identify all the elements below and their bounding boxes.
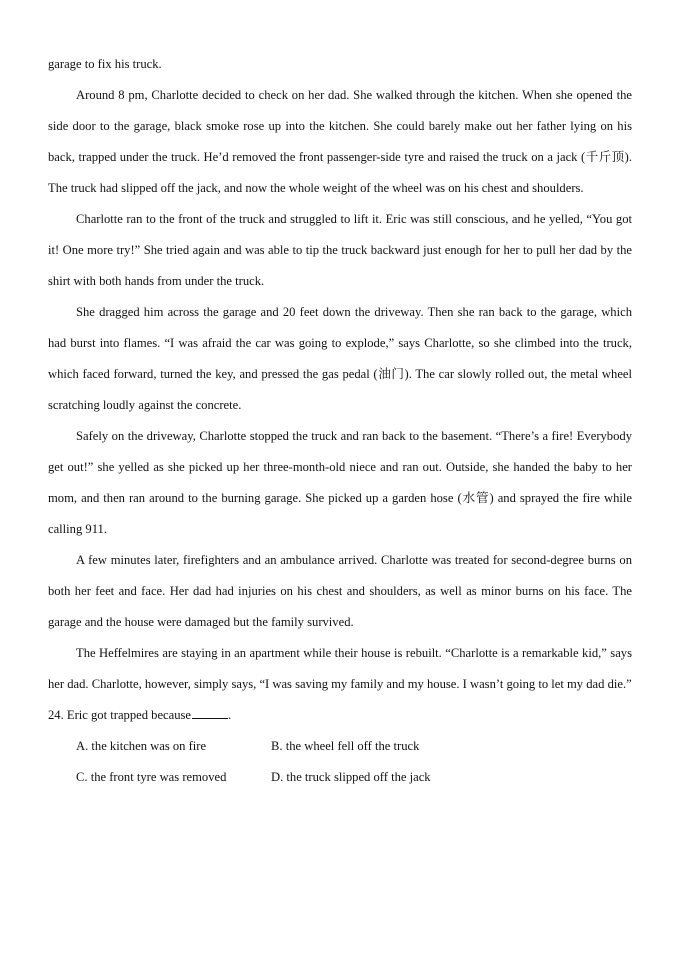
options-row-1 <box>76 731 632 762</box>
option-a[interactable]: A. the kitchen was on fire <box>76 739 207 753</box>
paragraph-rebuilt: The Heffelmires are staying in an apartment while their house is rebuilt. “Charlotte is a remarkable kid,” says her dad. Charlotte, however, simply says, “I was saving my family and my house. I wasn’t going to let my dad die.” <box>48 646 632 691</box>
question-stem: 24. Eric got trapped because <box>48 708 192 722</box>
answer-options <box>48 731 632 793</box>
question-end: . <box>228 708 232 722</box>
paragraph-lift-truck: Charlotte ran to the front of the truck and struggled to lift it. Eric was still conscious, and he yelled, “You got it! One more try!” She tried again and was able to tip the truck backward just enough for her to pull her dad by the shirt with both hands from under the truck. <box>48 212 632 288</box>
option-c[interactable]: C. the front tyre was removed <box>76 770 227 784</box>
paragraph-fire-warning: Safely on the driveway, Charlotte stopped the truck and ran back to the basement. “There’s a fire! Everybody get out!” she yelled as she picked up her three-month-old niece and ran out. Outside, she handed the baby to her mom, and then ran around to the burning garage. She picked up a garden hose (水管) and sprayed the fire while calling 911. <box>48 429 632 536</box>
option-b[interactable]: B. the wheel fell off the truck <box>271 739 420 753</box>
document-page <box>48 49 632 793</box>
paragraph-firefighters: A few minutes later, firefighters and an ambulance arrived. Charlotte was treated for second-degree burns on both her feet and face. Her dad had injuries on his chest and shoulders, as well as minor burns on his face. The garage and the house were damaged but the family survived. <box>48 553 632 629</box>
paragraph-check-on-dad: Around 8 pm, Charlotte decided to check on her dad. She walked through the kitchen. When she opened the side door to the garage, black smoke rose up into the kitchen. She could barely make out her father lying on his back, trapped under the truck. He’d removed the front passenger-side tyre and raised the truck on a jack (千斤顶). The truck had slipped off the jack, and now the whole weight of the wheel was on his chest and shoulders. <box>48 88 632 195</box>
paragraph-continuation: garage to fix his truck. <box>48 57 162 71</box>
paragraph-drag-dad: She dragged him across the garage and 20 feet down the driveway. Then she ran back to the garage, which had burst into flames. “I was afraid the car was going to explode,” says Charlotte, so she climbed into the truck, which faced forward, turned the key, and pressed the gas pedal (油门). The car slowly rolled out, the metal wheel scratching loudly against the concrete. <box>48 305 632 412</box>
answer-blank <box>192 706 228 719</box>
question-24 <box>48 700 632 731</box>
options-row-2 <box>76 762 632 793</box>
option-d[interactable]: D. the truck slipped off the jack <box>271 770 431 784</box>
